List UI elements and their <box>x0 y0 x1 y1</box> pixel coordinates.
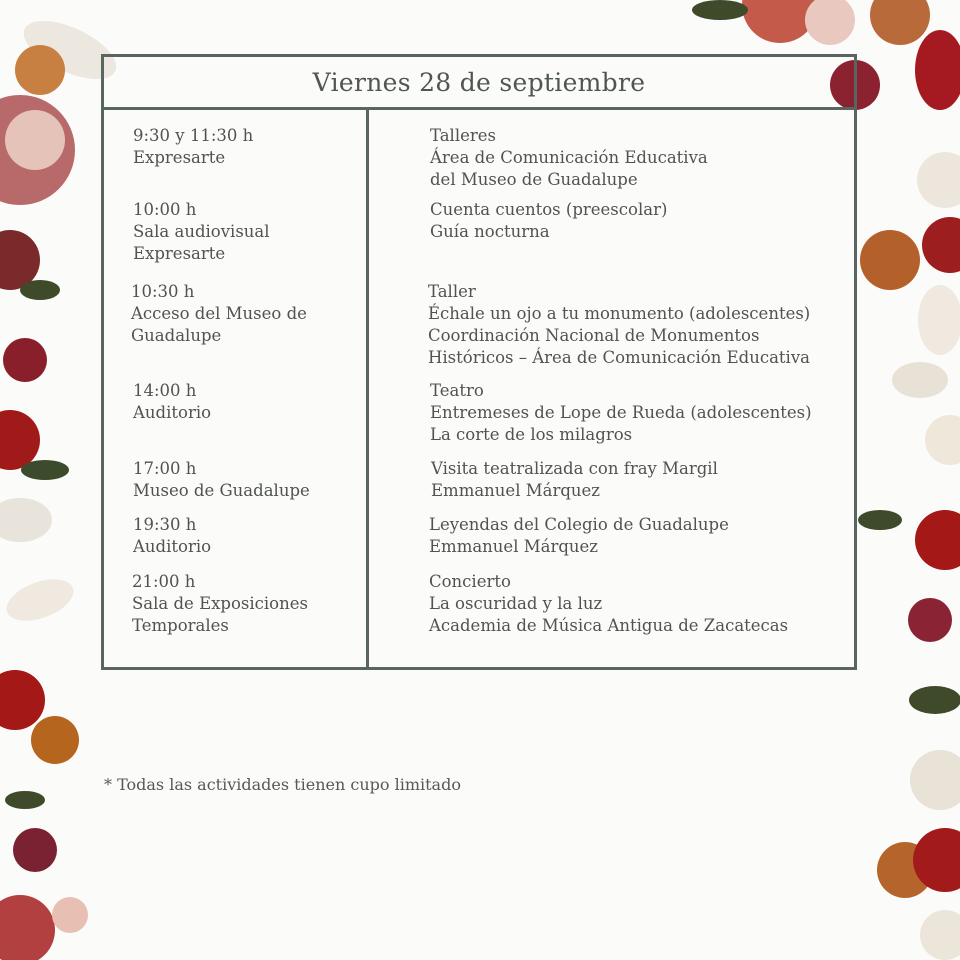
flower-icon <box>858 152 960 960</box>
event-time: 9:30 y 11:30 h <box>133 126 254 145</box>
footnote: * Todas las actividades tienen cupo limitado <box>104 775 461 794</box>
event-description <box>430 199 667 243</box>
event-time-place <box>131 281 307 347</box>
event-description <box>430 380 812 446</box>
event-time: 17:00 h <box>133 459 197 478</box>
event-description <box>430 125 708 191</box>
column-divider <box>366 107 369 667</box>
event-line: Cuenta cuentos (preescolar) <box>430 200 668 219</box>
event-place: Sala audiovisual <box>133 222 270 241</box>
event-time: 10:00 h <box>133 200 197 219</box>
event-time-place <box>133 199 270 265</box>
event-place: Acceso del Museo de <box>131 304 307 323</box>
event-time: 19:30 h <box>133 515 197 534</box>
event-place: Expresarte <box>133 148 226 167</box>
event-description <box>431 458 718 502</box>
event-line: Academia de Música Antigua de Zacatecas <box>429 616 789 635</box>
event-time-place <box>133 380 211 424</box>
event-line: Taller <box>428 282 476 301</box>
event-time-place <box>133 125 253 169</box>
event-time-place <box>133 458 310 502</box>
event-time-place <box>132 571 308 637</box>
event-line: Visita teatralizada con fray Margil <box>431 459 718 478</box>
event-place: Museo de Guadalupe <box>133 481 310 500</box>
event-description <box>428 281 810 369</box>
event-place: Auditorio <box>133 403 212 422</box>
schedule-header <box>104 57 854 110</box>
event-line: Concierto <box>429 572 511 591</box>
schedule-table <box>101 54 857 670</box>
event-time: 10:30 h <box>131 282 195 301</box>
event-place: Expresarte <box>133 244 226 263</box>
event-line: Históricos – Área de Comunicación Educativa <box>428 348 810 367</box>
event-time: 14:00 h <box>133 381 197 400</box>
event-time-place <box>133 514 211 558</box>
event-line: Emmanuel Márquez <box>429 537 598 556</box>
event-line: Entremeses de Lope de Rueda (adolescentes) <box>430 403 812 422</box>
event-place: Temporales <box>132 616 229 635</box>
event-time: 21:00 h <box>132 572 196 591</box>
event-line: Leyendas del Colegio de Guadalupe <box>429 515 729 534</box>
event-line: Teatro <box>430 381 484 400</box>
event-line: Talleres <box>430 126 496 145</box>
event-description <box>429 571 788 637</box>
event-line: del Museo de Guadalupe <box>430 170 638 189</box>
event-place: Auditorio <box>133 537 212 556</box>
event-description <box>429 514 729 558</box>
event-line: Coordinación Nacional de Monumentos <box>428 326 760 345</box>
event-line: La corte de los milagros <box>430 425 633 444</box>
event-place: Guadalupe <box>131 326 222 345</box>
event-line: Área de Comunicación Educativa <box>430 148 708 167</box>
event-line: La oscuridad y la luz <box>429 594 603 613</box>
schedule-title: Viernes 28 de septiembre <box>312 67 646 97</box>
floral-border-right <box>850 0 960 960</box>
event-line: Emmanuel Márquez <box>431 481 600 500</box>
event-place: Sala de Exposiciones <box>132 594 308 613</box>
event-line: Échale un ojo a tu monumento (adolescentes) <box>428 304 811 323</box>
event-line: Guía nocturna <box>430 222 550 241</box>
